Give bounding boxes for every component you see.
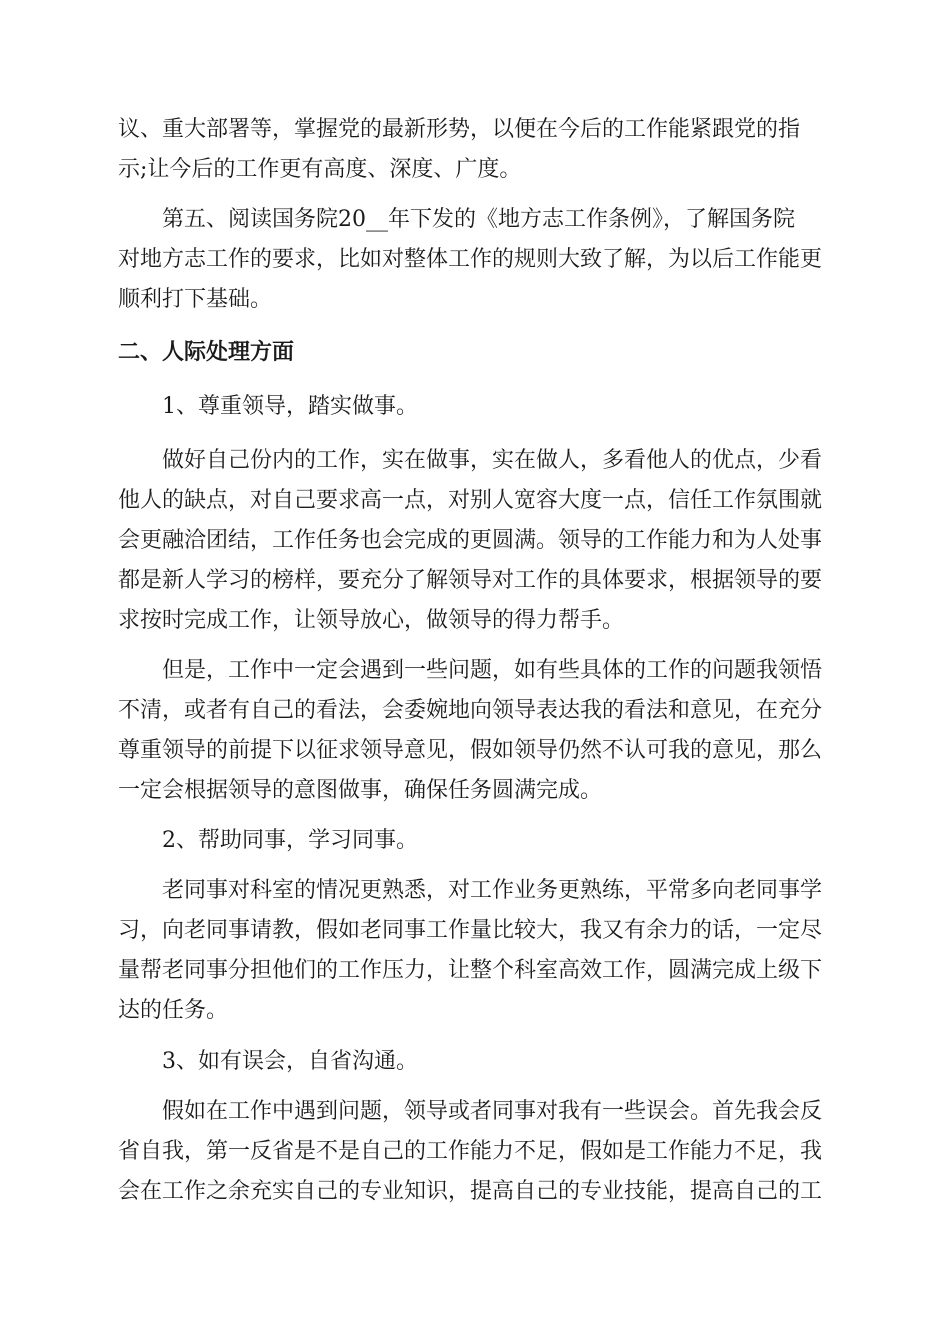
text-line: 省自我，第一反省是不是自己的工作能力不足，假如是工作能力不足，我: [118, 1139, 823, 1164]
text-line: 会更融洽团结，工作任务也会完成的更圆满。领导的工作能力和为人处事: [118, 528, 823, 553]
text-line: 求按时完成工作，让领导放心，做领导的得力帮手。: [118, 608, 625, 633]
text-line: 习，向老同事请教，假如老同事工作量比较大，我又有余力的话，一定尽: [118, 918, 823, 943]
section-heading: 二、人际处理方面: [118, 339, 295, 365]
item-heading: 1、尊重领导，踏实做事。: [162, 394, 418, 419]
text-line: 议、重大部署等，掌握党的最新形势，以便在今后的工作能紧跟党的指: [118, 117, 801, 142]
text-line: 假如在工作中遇到问题，领导或者同事对我有一些误会。首先我会反: [162, 1099, 823, 1124]
text-line: 达的任务。: [118, 998, 229, 1023]
text-line: 一定会根据领导的意图做事，确保任务圆满完成。: [118, 778, 603, 803]
text-line: 做好自己份内的工作，实在做事，实在做人，多看他人的优点，少看: [162, 448, 823, 473]
text-line: 但是，工作中一定会遇到一些问题，如有些具体的工作的问题我领悟: [162, 658, 823, 683]
text-line: 他人的缺点，对自己要求高一点，对别人宽容大度一点，信任工作氛围就: [118, 488, 823, 513]
text-line: 量帮老同事分担他们的工作压力，让整个科室高效工作，圆满完成上级下: [118, 958, 823, 983]
text-line: 老同事对科室的情况更熟悉，对工作业务更熟练，平常多向老同事学: [162, 878, 823, 903]
text-line: 第五、阅读国务院20__年下发的《地方志工作条例》，了解国务院: [162, 207, 795, 232]
text-line: 不清，或者有自己的看法，会委婉地向领导表达我的看法和意见，在充分: [118, 698, 823, 723]
text-line: 对地方志工作的要求，比如对整体工作的规则大致了解，为以后工作能更: [118, 247, 823, 272]
item-heading: 2、帮助同事，学习同事。: [162, 828, 418, 853]
text-line: 示;让今后的工作更有高度、深度、广度。: [118, 157, 522, 182]
text-line: 尊重领导的前提下以征求领导意见，假如领导仍然不认可我的意见，那么: [118, 738, 823, 763]
text-line: 都是新人学习的榜样，要充分了解领导对工作的具体要求，根据领导的要: [118, 568, 823, 593]
item-heading: 3、如有误会，自省沟通。: [162, 1049, 418, 1074]
text-line: 会在工作之余充实自己的专业知识，提高自己的专业技能，提高自己的工: [118, 1179, 823, 1204]
text-line: 顺利打下基础。: [118, 287, 273, 312]
